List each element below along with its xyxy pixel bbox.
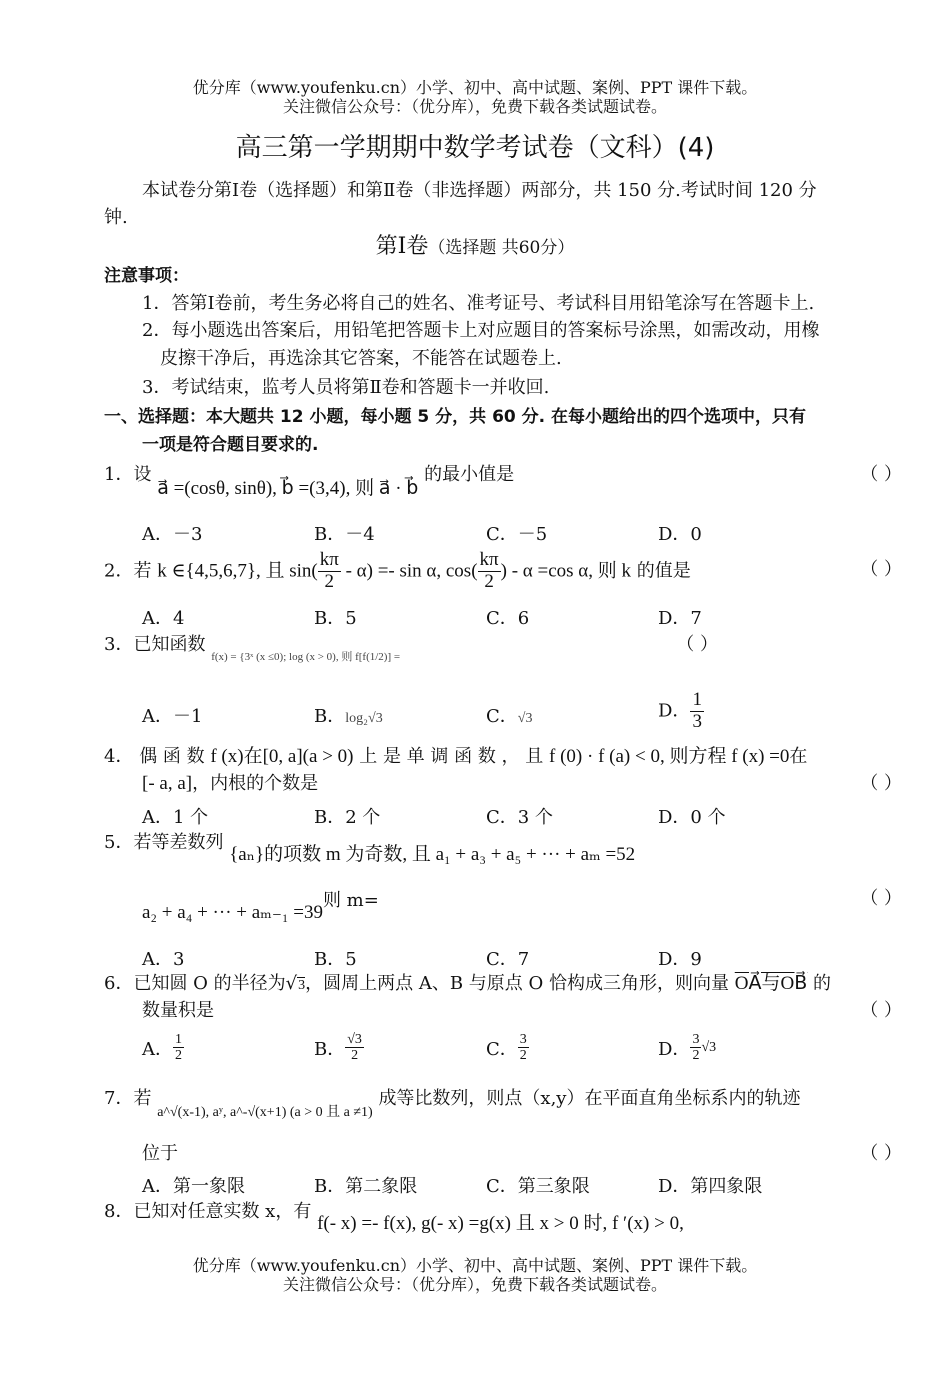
q2-fraction-1 (318, 550, 341, 593)
page-footer-line2: 关注微信公众号：（优分库），免费下载各类试题试卷。 (282, 1275, 667, 1294)
q6-vectors: OA⃗与OB⃗ (734, 973, 808, 994)
q5-formula-1: {aₙ}的项数 m 为奇数, 且 a₁ + a₃ + a₅ + ··· + aₘ =52 (229, 844, 636, 865)
question-6-line2: 数量积是 (142, 1000, 214, 1021)
page-title: 高三第一学期期中数学考试卷（文科）(4) (235, 133, 715, 163)
q2-answer-blank: （ ） (860, 559, 902, 580)
q2-formula-part3: ) - α =cos α, 则 k (500, 560, 631, 582)
intro-line1: 本试卷分第Ⅰ卷（选择题）和第Ⅱ卷（非选择题）两部分，共 150 分.考试时间 120 分 (142, 180, 817, 201)
q6-option-a-fraction (173, 1032, 184, 1064)
q3-option-b-label: B． (314, 706, 346, 727)
q6-option-c-fraction (518, 1032, 529, 1064)
q2-tail: 的值是 (636, 560, 691, 582)
q3-option-b-math: log₂√3 (345, 711, 383, 726)
q6-option-a (142, 1032, 184, 1064)
question-7-line2: 位于 (142, 1143, 178, 1164)
q7-number: 7．若 (104, 1088, 152, 1109)
q6-d-den: 2 (692, 1048, 700, 1064)
q4-option-b: B．2 个 (314, 807, 381, 828)
q2-frac1-num: kπ (319, 549, 339, 570)
q4-interval: [- a, a] (142, 773, 193, 794)
q2-formula-part1: k ∈{4,5,6,7}, 且 sin( (157, 560, 318, 582)
q6-sqrt-sign: √ (285, 973, 298, 994)
q2-frac1-den: 2 (324, 570, 335, 592)
q7-option-c: C．第三象限 (486, 1176, 590, 1197)
q3-option-c (486, 702, 532, 728)
q6-d-num: 3 (692, 1032, 700, 1047)
q2-number: 2．若 (104, 560, 152, 582)
q6-text-2: ，圆周上两点 A、B 与原点 O 恰构成三角形，则向量 (305, 973, 730, 994)
q1-option-a: A．－3 (142, 524, 203, 545)
q3-formula: f(x) = {3ˣ (x ≤0); log (x > 0), 则 f[f(1/2)] = (211, 651, 401, 663)
notice-item-2b: 皮擦干净后，再选涂其它答案，不能答在试题卷上. (160, 348, 562, 369)
q1-option-b: B．－4 (314, 524, 375, 545)
q7-option-b: B．第二象限 (314, 1176, 418, 1197)
q8-formula: f(- x) =- f(x), g(- x) =g(x) 且 x > 0 时, f ′(x) > 0, (317, 1213, 684, 1234)
q4-option-d: D．0 个 (658, 807, 726, 828)
q6-a-num: 1 (175, 1032, 182, 1047)
q3-option-d-num: 1 (692, 689, 702, 710)
section-title-main: 第Ⅰ卷 (375, 234, 429, 259)
q6-b-num: √3 (347, 1032, 362, 1047)
q4-option-c: C．3 个 (486, 807, 553, 828)
q4-text-1: 上 是 单 调 函 数 ， 且 (359, 746, 544, 767)
question-2 (104, 550, 691, 593)
q3-option-c-math: √3 (517, 711, 533, 726)
q4-formula-2: f (0) · f (a) < 0, 则方程 f (x) =0 (549, 746, 790, 767)
page-header-line1: 优分库（www.youfenku.cn）小学、初中、高中试题、案例、PPT 课件下载。 (192, 78, 758, 97)
q7-formula: a^√(x-1), aʸ, a^-√(x+1) (a > 0 且 a ≠1) (157, 1105, 373, 1120)
notice-item-2a: 2．每小题选出答案后，用铅笔把答题卡上对应题目的答案标号涂黑，如需改动，用橡 (142, 320, 820, 341)
q6-c-num: 3 (519, 1032, 527, 1047)
q1-answer-blank: （ ） (860, 464, 902, 485)
q7-option-a: A．第一象限 (142, 1176, 245, 1197)
q2-fraction-2 (478, 550, 501, 593)
q6-text-3: 的 (812, 973, 831, 994)
q1-option-c: C．－5 (486, 524, 548, 545)
q4-number: 4． 偶 函 数 (104, 746, 205, 767)
q6-option-d-label: D． (658, 1038, 691, 1060)
question-1 (104, 464, 515, 499)
intro-line2: 钟. (104, 207, 128, 228)
page-header-line2: 关注微信公众号：（优分库），免费下载各类试题试卷。 (282, 97, 667, 116)
q7-tail: 成等比数列，则点（x,y）在平面直角坐标系内的轨迹 (378, 1088, 801, 1109)
q3-option-d-label: D． (658, 700, 691, 722)
q7-answer-blank: （ ） (860, 1143, 902, 1164)
q6-option-b-fraction (345, 1032, 364, 1064)
q2-option-c: C．6 (486, 608, 530, 629)
q6-b-den: 2 (351, 1048, 359, 1064)
q3-option-d-fraction (690, 690, 704, 733)
q6-text-1: 6．已知圆 O 的半径为 (104, 973, 286, 994)
q3-option-a: A．－1 (142, 706, 203, 727)
page-footer-line1: 优分库（www.youfenku.cn）小学、初中、高中试题、案例、PPT 课件下载。 (192, 1256, 758, 1275)
q6-option-b (314, 1032, 364, 1064)
q1-tail: 的最小值是 (424, 464, 515, 485)
q6-answer-blank: （ ） (860, 1000, 902, 1021)
q5-answer-blank: （ ） (860, 888, 902, 909)
q2-frac2-num: kπ (479, 549, 499, 570)
question-4-line2 (142, 773, 318, 795)
part1-line1: 一、选择题：本大题共 12 小题，每小题 5 分，共 60 分. 在每小题给出的四个选项中，只有 (104, 407, 807, 427)
question-5-line2 (142, 890, 379, 923)
q6-c-den: 2 (519, 1048, 527, 1064)
q5-option-d: D．9 (658, 949, 702, 970)
q6-option-d (658, 1032, 716, 1064)
q3-number: 3．已知函数 (104, 634, 206, 655)
question-6-line1 (104, 973, 831, 997)
q6-option-d-fraction (690, 1032, 701, 1064)
q2-formula-part2: - α) =- sin α, cos( (340, 560, 478, 582)
q6-a-den: 2 (175, 1048, 182, 1064)
q3-answer-blank: （ ） (676, 634, 718, 655)
q5-number: 5．若等差数列 (104, 832, 224, 853)
q5-tail: 则 m= (322, 890, 379, 911)
q1-number: 1．设 (104, 464, 152, 485)
q4-formula-1: f (x)在[0, a](a > 0) (210, 746, 354, 767)
q2-option-a: A．4 (142, 608, 185, 629)
q6-option-c-label: C． (486, 1038, 518, 1060)
q8-number: 8．已知对任意实数 x，有 (104, 1201, 312, 1222)
q4-answer-blank: （ ） (860, 773, 902, 794)
part1-line2: 一项是符合题目要求的. (142, 435, 319, 455)
q2-option-b: B．5 (314, 608, 357, 629)
question-4-line1 (104, 746, 807, 768)
q3-option-c-label: C． (486, 706, 518, 727)
q6-option-c (486, 1032, 529, 1064)
section-title-sub: （选择题 共60分） (428, 238, 575, 258)
q6-option-b-label: B． (314, 1038, 346, 1060)
notice-heading: 注意事项： (104, 266, 189, 286)
q5-option-b: B．5 (314, 949, 357, 970)
q1-option-d: D．0 (658, 524, 702, 545)
q6-option-a-label: A． (142, 1038, 173, 1060)
q4-text-2: 在 (789, 746, 808, 767)
q4-option-a: A．1 个 (142, 807, 209, 828)
question-5-line1 (104, 832, 636, 865)
question-8 (104, 1201, 684, 1234)
q2-frac2-den: 2 (484, 570, 494, 592)
q1-formula: a⃗ =(cosθ, sinθ), b⃗ =(3,4), 则 a⃗ · b⃗ (157, 478, 419, 499)
q4-text-3: ，内根的个数是 (192, 773, 319, 794)
q3-option-d-den: 3 (692, 710, 702, 732)
q6-option-d-sqrt: √3 (701, 1039, 717, 1055)
q3-option-b (314, 702, 383, 728)
question-3 (104, 634, 401, 663)
notice-item-1: 1．答第Ⅰ卷前，考生务必将自己的姓名、准考证号、考试科目用铅笔涂写在答题卡上. (142, 293, 815, 314)
q3-option-d (658, 690, 704, 733)
q5-option-c: C．7 (486, 949, 530, 970)
q5-formula-2: a₂ + a₄ + ··· + aₘ₋₁ =39 (142, 902, 323, 923)
q7-option-d: D．第四象限 (658, 1176, 763, 1197)
q6-sqrt-value: 3 (298, 978, 306, 993)
notice-item-3: 3．考试结束，监考人员将第Ⅱ卷和答题卡一并收回. (142, 377, 550, 398)
q5-option-a: A．3 (142, 949, 185, 970)
section-title (0, 236, 950, 259)
q2-option-d: D．7 (658, 608, 702, 629)
